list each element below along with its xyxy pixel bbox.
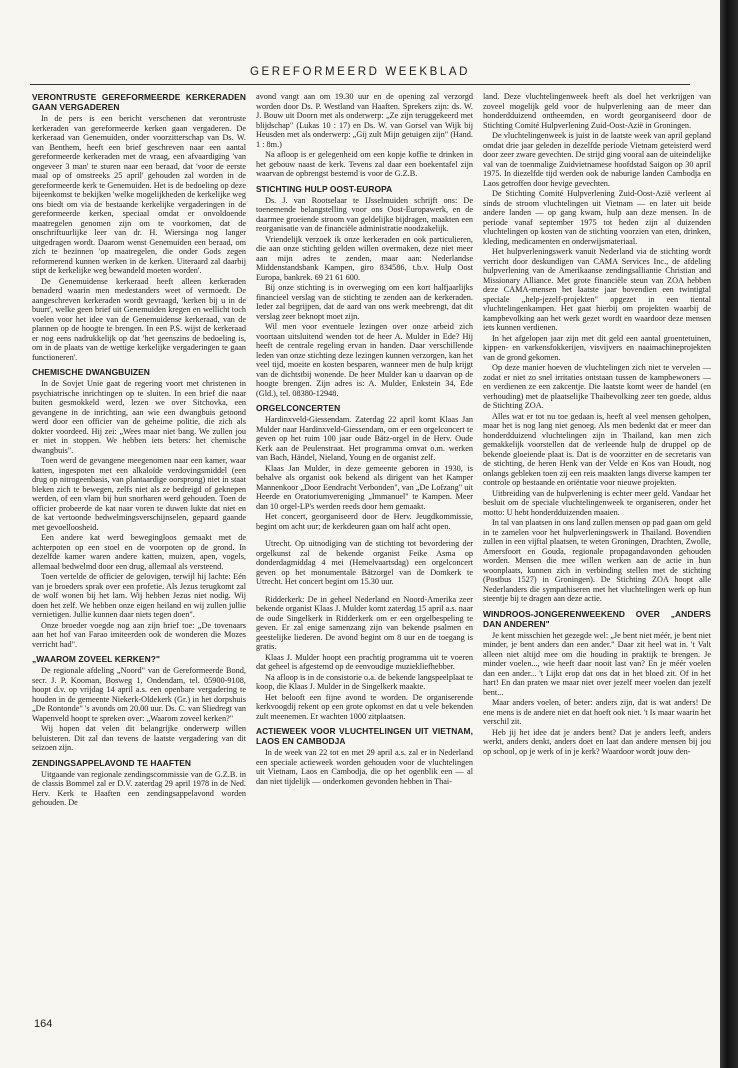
paragraph: land. Deze vluchtelingenweek heeft als doel het verkrijgen van zoveel mogelijk geld voor de hulpverlening aan de meer dan honderdduizend ontheemden, en wordt georganiseerd door de Stichting Comité Hulpverlening Zuid-Oost-Azië in Groningen. [483, 92, 711, 130]
article-heading-zending: ZENDINGSAPPELAVOND TE HAAFTEN [32, 757, 192, 768]
paragraph: Heb jij het idee dat je anders bent? Dat je anders leeft, anders werkt, anders denkt, anders doet en laat dan andere mensen bij jou op school, op je werk of in je kerk? Waardoor wordt jouw den- [483, 727, 711, 756]
paragraph: Het hulpverleningswerk vanuit Nederland via de stichting wordt verricht door deskundigen van CAMA Services Inc., de afdeling hulpverlening van de Amerikaanse zendingsalliantie Christian and Missionary Alliance. Met grote financiële steun van ZOA hebben deze CAMA-mensen het laatste jaar bovendien een twintigtal speciale „help-jezelf-projekten" opgezet in een tiental vluchtelingenkampen. Het gaat hierbij om projekten waarbij de kampbevolking aan het werk gezet wordt en waardoor deze mensen iets kunnen verdienen. [483, 247, 711, 332]
paragraph: Na afloop is in de consistorie o.a. de bekende langspeelplaat te koop, die Klaas J. Mulder in de Singelkerk maakte. [256, 672, 473, 691]
paragraph: avond vangt aan om 19.30 uur en de opening zal verzorgd worden door Ds. P. Westland van Haaften. Sprekers zijn: ds. W. J. Bouw uit Doorn met als onderwerp: „Ze zijn teruggekeerd met blijdschap" (Lukas 10 : 17) en Ds. W. van Gorsel van Wijk bij Heusden met als onderwerp: „Gij zult Mijn getuigen zijn" (Hand. 1 : 8m.) [256, 92, 473, 149]
paragraph: In de pers is een bericht verschenen dat verontruste kerkeraden van gereformeerde kerken gaan vergaderen. De kerkeraad van Genemuiden, onder voorzitterschap van Ds. W. van Benthem, heeft een brief geschreven naar een aantal gereformeerde kerkeraden met de vraag, een afvaardiging 'van ongeveer 3 man' te sturen naar een beraad, dat 'voor de eerste maal op of omstreeks 25 april' gehouden zal worden in de gereformeerde kerk te Genemuiden. Het is de bedoeling op deze bijeenkomst te bekijken 'welke mogelijkheden de kerkelijke weg ons biedt om via de bestaande kerkelijke vergaderingen in de gereformeerde kerken, speciaal omdat er onvoldoende maatregelen genomen zijn om te voorkomen, dat de onschriftuurlijke leer van dr. H. Wiersinga nog langer uitgedragen wordt. Daarom wenst Genemuiden een beraad, om zich te bezinnen 'op maatregelen, die onder Gods zegen reformerend kunnen werken in de kerken. Uiteraard zal daarbij stipt de kerkelijke weg bewandeld moeten worden'. [32, 114, 246, 275]
paragraph: Ds. J. van Rootselaar te IJsselmuiden schrijft ons: De toenemende belangstelling voor ons Oost-Europawerk, en de daarmee groeiende stroom van geldelijke bijdragen, maakten een reorganisatie van de financiële administratie noodzakelijk. [256, 195, 473, 233]
article-heading-waarom: „WAAROM ZOVEEL KERKEN?" [32, 654, 161, 664]
paragraph: Toen vertelde de officier de gelovigen, terwijl hij lachte: Eén van je broeders sprak over een profetie. Als Jezus terugkomt zal de wolf wonen bij het lam. Wij hebben Jezus niet nodig. Wij doen het zelf. We hebben onze eigen heiland en wij zullen jullie vernietigen. Jullie kunnen daar niets tegen doen". [32, 572, 246, 619]
column-right [483, 92, 711, 992]
article-heading-verontruste: VERONTRUSTE GEREFORMEERDE KERKERADEN GAAN VERGADEREN [32, 92, 246, 112]
paragraph: Een andere kat werd bewegingloos gemaakt met de achterpoten op een stoel en de voorpoten op de grond. In dezelfde kamer waren andere katten, muizen, apen, vogels, allemaal bedwelmd door een drug, allemaal als versteend. [32, 533, 246, 571]
column-middle [256, 92, 473, 992]
paragraph: De regionale afdeling „Noord" van de Gereformeerde Bond, secr. J. P. Kooman, Bosweg 1, Ondendam, tel. 05900-9108, hoopt d.v. op vrijdag 14 april a.s. een openbare vergadering te houden in de gemeente Niekerk-Oldekerk (Gr.) in het dorpshuis „De Rontonde" 's avonds om 20.00 uur. Ds. C. van Sliedregt van Wapenveld hoopt te spreken over: „Waarom zoveel kerken?" [32, 666, 246, 723]
paragraph: De Genemuidense kerkeraad heeft alleen kerkeraden benaderd waarin men medestanders weet of vermoedt. De aangeschreven kerkeraden wordt gevraagd, 'kerken bij u in de buurt', welke geen brief uit Genemuiden kregen en wellicht toch voelen voor het idee van de Genemuidense kerkeraad, van de plannen op de hoogte te brengen. In een P.S. wijst de kerkeraad er nog eens nadrukkelijk op dat 'het geenszins de bedoeling is, om in de plaats van de wettige kerkelijke vergaderingen te gaan functioneren'. [32, 276, 246, 362]
paragraph: Het belooft een fijne avond te worden. De organiserende kerkvoogdij rekent op een grote opkomst en dat u vele bekenden zult meenemen. Er wachten 1000 zitplaatsen. [256, 692, 473, 721]
book-binding-edge [720, 0, 738, 1068]
paragraph: Onze broeder voegde nog aan zijn brief toe: „De tovenaars aan het hof van Farao imiteerden ook de wonderen die Mozes verricht had". [32, 620, 246, 649]
paragraph: Wij hopen dat velen dit belangrijke onderwerp willen beluisteren. Dit zal dan tevens de laatste vergadering van dit seizoen zijn. [32, 724, 246, 752]
paragraph: In het afgelopen jaar zijn met dit geld een aantal groentetuinen, kippen- en varkensfokkerijen, visvijvers en naaimachineprojekten van de grond gekomen. [483, 333, 711, 362]
article-heading-dwangbuizen: CHEMISCHE DWANGBUIZEN [32, 367, 150, 377]
paragraph: De vluchtelingenweek is juist in de laatste week van april gepland omdat drie jaar geleden in dezelfde periode Vietnam geteisterd werd door zeer zware gevechten. De strijd ging vooral aan de uiteindelijke val van de toenmalige Zuidvietnamese hoofdstad Saigon op 30 april 1975. In diezelfde tijd werden ook de naburige landen Cambodja en Laos getroffen door hevige gevechten. [483, 131, 711, 188]
paragraph: In tal van plaatsen in ons land zullen mensen op pad gaan om geld in te zamelen voor het hulpverleningswerk in Thailand. Bovendien zullen in een vijftal plaatsen, te weten Groningen, Drachten, Zwolle, Amersfoort en Gouda, regionale propagandavonden gehouden worden. Mensen die mee willen werken aan de actie in hun woonplaats, kunnen zich in verbinding stellen met de stichting (Postbus 1527) in Groningen). De Stichting ZOA hoopt alle Nederlanders die sympathiseren met het vluchtelingen werk op hun steentje bij te dragen aan deze actie. [483, 518, 711, 603]
paragraph: Het concert, georganiseerd door de Herv. Jeugdkommissie, begint om acht uur; de kerkdeuren gaan om half acht open. [256, 512, 473, 531]
page-number: 164 [34, 1018, 53, 1030]
article-heading-hulp: STICHTING HULP OOST-EUROPA [256, 183, 393, 194]
article-heading-actie: ACTIEWEEK VOOR VLUCHTELINGEN UIT VIETNAM, LAOS EN CAMBODJA [256, 726, 473, 746]
paragraph: In de Sovjet Unie gaat de regering voort met christenen in psychiatrische inrichtingen op te sluiten. In een brief die naar buiten gesmokkeld werd, lezen we over Sitchovka, een gevangene in de inrichting, aan wie een dwangbuis getoond werd door een officier van de geheime politie, die zich als dokter voordeed. Hij zei: „Wees maar niet bang. We zullen jou er niet in stoppen. We hebben iets beters: het chemische dwangbuis". [32, 379, 246, 455]
header-rule [30, 84, 690, 85]
paragraph: Klaas J. Mulder hoopt een prachtig programma uit te voeren dat geheel is afgestemd op de eenvoudige muziekliefhebber. [256, 652, 473, 671]
paragraph: Maar anders voelen, of beter: anders zijn, dat is wat anders! De ene mens is de andere niet en dat hoeft ook niet. 't Is maar waarin het verschil zit. [483, 698, 711, 726]
running-header: GEREFORMEERD WEEKBLAD [249, 66, 471, 78]
paragraph: Vriendelijk verzoek ik onze kerkeraden en ook particulieren, die aan onze stichting gelden willen overmaken, deze niet meer aan mijn adres te zenden, maar aan: Nederlandse Middenstandsbank Kampen, giro 834586, t.b.v. Hulp Oost Europa, bankrek. 69 21 61 600. [256, 234, 473, 282]
paragraph: Klaas Jan Mulder, in deze gemeente geboren in 1930, is behalve als organist ook bekend als dirigent van het Kamper Mannenkoor „Door Eendracht Verbonden", van „De Lofzang" uit Heerde en Oratoriumvereniging „Immanuel" te Kampen. Meer dan 10 orgel-LP's werden reeds door hem gemaakt. [256, 463, 473, 511]
paragraph: Hardinxveld-Giessendam. Zaterdag 22 april komt Klaas Jan Mulder naar Hardinxveld-Giessendam, om er een orgelconcert te geven op het ruim 100 jaar oude Bätz-orgel in de Herv. Oude Kerk aan de Peulenstraat. Het programma omvat o.m. werken van Bach, Händel, Nieland, Young en de organist zelf. [256, 415, 473, 462]
paragraph: Na afloop is er gelegenheid om een kopje koffie te drinken in het gebouw naast de kerk. Tevens zal daar een boekentafel zijn waarvan de opbrengst bestemd is voor de G.Z.B. [256, 150, 473, 178]
paragraph: Uitbreiding van de hulpverlening is echter meer geld. Vandaar het besluit om de speciale vluchtelingenweek te organiseren, onder het motto: U hebt honderdduizenden maaien. [483, 488, 711, 517]
paragraph: Bij onze stichting is in overweging om een kort halfjaarlijks financieel verslag van de stichting te zenden aan de kerkeraden. Ieder zal begrijpen, dat de aard van ons werk meebrengt, dat dit verslag zeer beknopt moet zijn. [256, 283, 473, 321]
paragraph: Op deze manier hoeven de vluchtelingen zich niet te vervelen — zodat er niet zo snel irritaties ontstaan tussen de kampbewoners — en verdienen ze een zakcentje. Die laatste komt weer de handel (en verhouding) met de plaatselijke Thaibevolking zeer ten goede, aldus de Stichting ZOA. [483, 363, 711, 410]
paragraph: De Stichting Comité Hulpverlening Zuid-Oost-Azië verleent al sinds de stroom vluchtelingen uit Vietnam — en later uit beide andere landen — op gang kwam, hulp aan deze mensen. In de periode vanaf september 1975 tot heden zijn al duizenden vluchtelingen op kosten van de stichting voorzien van eten, drinken, kleding, medicamenten en onderwijsmateriaal. [483, 189, 711, 246]
paragraph: Toen werd de gevangene meegenomen naar een kamer, waar katten, ingespoten met een alkaloïde verdovingsmiddel (een drug op nitrogeenbasis, van plantaardige oorsprong) niet in staat bleken zich te bewegen, zelfs niet als ze bedreigd of geknepen werden, of een vlam bij hun snorharen werd gehouden. Toen de officier probeerde de kat naar voren te duwen lukte dat niet en de kat vertoonde bedwelmingsverschijnselen, gepaard gaande met gevoelloosheid. [32, 456, 246, 532]
article-heading-orgel: ORGELCONCERTEN [256, 403, 341, 413]
paragraph: In de week van 22 tot en met 29 april a.s. zal er in Nederland een speciale actieweek worden gehouden voor de vluchtelingen uit Vietnam, Laos en Cambodja, die op het ogenblik een — al dan niet tijdelijk — onderkomen gevonden hebben in Thai- [256, 748, 473, 786]
paragraph: Uitgaande van regionale zendingscommissie van de G.Z.B. in de classis Bommel zal er D.V. zaterdag 29 april 1978 in de Ned. Herv. Kerk te Haaften een zendingsappelavond worden gehouden. De [32, 769, 246, 807]
paragraph: Ridderkerk: De in geheel Nederland en Noord-Amerika zeer bekende organist Klaas J. Mulder komt zaterdag 15 april a.s. naar de oude Singelkerk in Ridderkerk om er een orgelbespeling te geven. Er zal enige samenzang zijn van bekende psalmen en geestelijke liederen. De avond begint om 8 uur en de toegang is gratis. [256, 594, 473, 651]
column-left [32, 92, 246, 992]
paragraph: Alles wat er tot nu toe gedaan is, heeft al veel mensen geholpen, maar het is nog lang niet genoeg. Als men bedenkt dat er meer dan honderdduizend vluchtelingen zijn in Thailand, kan men zich gemakkelijk voorstellen dat de verleende hulp de druppel op de bekende gloeiende plaat is. Dat is de voorzitter en de secretaris van de stichting, de heren Henk van der Velde en Kos van Houdt, nog onlangs gebleken toen zij een reis maakten langs diverse kampen ter controle op bestaande en oriëntatie voor nieuwe projekten. [483, 411, 711, 487]
paragraph: Je kent misschien het gezegde wel: „Je bent niet méér, je bent niet minder, je bent anders dan een ander." Daar zit heel wat in. 't Valt alleen niet altijd mee om die houding in praktijk te brengen. Je minder voelen..., wie heeft daar nooit last van? En je méér voelen dan een ander... 't Lijkt erop dat ons dat in het bloed zit. Of in het hart! En dan praten we maar niet over jezelf meer voelen dan jezelf bent... [483, 630, 711, 697]
paragraph: Wil men voor eventuele lezingen over onze arbeid zich voortaan uitsluitend wenden tot de heer A. Mulder in Ede? Hij heeft de centrale regeling ervan in handen. Daar verschillende leden van onze stichting deze lezingen kunnen verzorgen, kan het veel tijd, moeite en kosten besparen, wanneer men de hulp krijgt van de dichtstbij wonende. De heer Mulder kan u daarvan op de hoogte brengen. Zijn adres is: A. Mulder, Enkstein 34, Ede (Gld.), tel. 08380-12948. [256, 322, 473, 398]
article-heading-windroos: WINDROOS-JONGERENWEEKEND OVER „ANDERS DAN ANDEREN" [483, 608, 711, 629]
paragraph: Utrecht. Op uitnodiging van de stichting tot bevordering der orgelkunst zal de bekende organist Feike Asma op donderdagmiddag 4 mei (Hemelvaartsdag) een orgelconcert geven op het monumentale Bätzorgel van de Domkerk te Utrecht. Het concert begint om 15.30 uur. [256, 539, 473, 586]
